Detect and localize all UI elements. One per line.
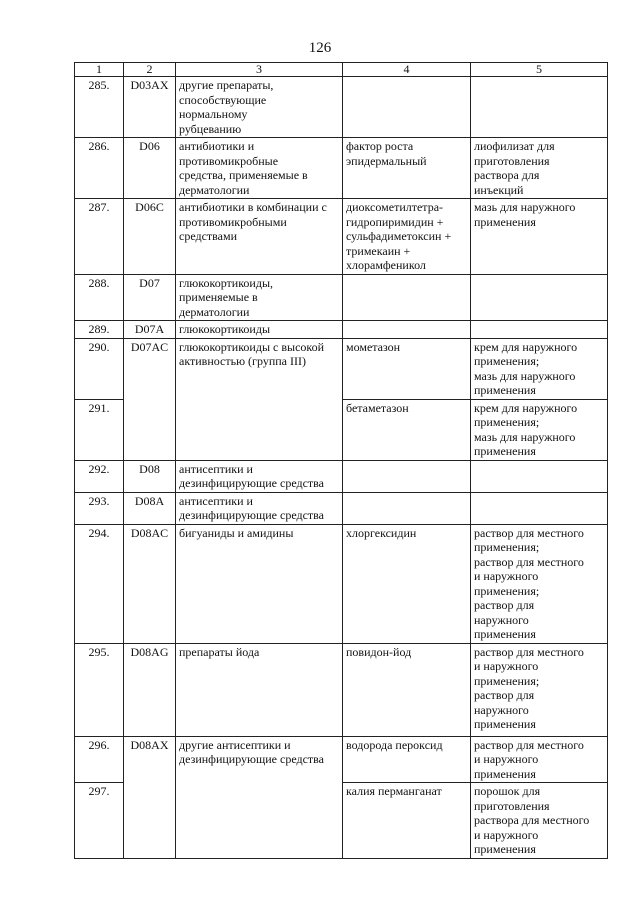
- dosage-form-line: применения;: [474, 415, 540, 429]
- atc-group: [176, 736, 343, 858]
- header-row: [75, 63, 608, 77]
- dosage-form-line: инъекций: [474, 182, 524, 197]
- header-col-4: 4: [343, 63, 471, 77]
- drug-name-line: повидон-йод: [346, 644, 412, 659]
- row-number: 292.: [75, 460, 124, 492]
- dosage-form-line: раствор для местного: [474, 554, 584, 569]
- row-number: 290.: [75, 338, 124, 399]
- drug-name: [343, 399, 471, 460]
- atc-group: [176, 321, 343, 339]
- dosage-form-line: и наружного: [474, 569, 539, 583]
- dosage-form: [471, 524, 608, 643]
- atc-group-line: антисептики и: [179, 493, 253, 508]
- drug-name: [343, 492, 471, 524]
- row-number: 296.: [75, 736, 124, 783]
- drug-name-line: сульфадиметоксин +: [346, 229, 452, 243]
- atc-code: D03AX: [124, 77, 176, 138]
- dosage-form-line: приготовления: [474, 798, 550, 813]
- atc-group-line: антибиотики в комбинации с: [179, 200, 327, 214]
- dosage-form: [471, 399, 608, 460]
- page-number: 126: [308, 40, 332, 56]
- drug-name-line: фактор роста: [346, 139, 414, 153]
- dosage-form: [471, 783, 608, 859]
- drug-name-line: мометазон: [346, 339, 401, 354]
- table-row: [75, 460, 608, 492]
- table-row: [75, 321, 608, 339]
- dosage-form-line: применения: [474, 627, 536, 641]
- dosage-form-line: применения;: [474, 583, 540, 598]
- atc-group-line: антибиотики и: [179, 139, 255, 153]
- drug-name: [343, 783, 471, 859]
- dosage-form: [471, 460, 608, 492]
- dosage-form-line: крем для наружного: [474, 339, 578, 354]
- atc-code: D07A: [124, 321, 176, 339]
- dosage-form-line: раствора для: [474, 168, 540, 182]
- drug-name: [343, 321, 471, 339]
- dosage-form-line: лиофилизат для: [474, 139, 555, 153]
- dosage-form: [471, 643, 608, 736]
- atc-group: [176, 338, 343, 460]
- dosage-form-line: и наружного: [474, 752, 539, 766]
- atc-group-line: антисептики и: [179, 461, 253, 476]
- dosage-form: [471, 321, 608, 339]
- dosage-form-line: порошок для: [474, 784, 541, 798]
- dosage-form-line: крем для наружного: [474, 400, 578, 415]
- row-number: 297.: [75, 783, 124, 859]
- atc-group-line: способствующие: [179, 92, 267, 107]
- table-row: [75, 524, 608, 643]
- atc-group-line: нормальному: [179, 107, 248, 121]
- atc-code: D06C: [124, 199, 176, 275]
- drug-name-line: водорода пероксид: [346, 737, 443, 752]
- table-row: [75, 274, 608, 321]
- dosage-form: [471, 199, 608, 275]
- atc-group-line: средства, применяемые в: [179, 168, 308, 182]
- drug-name: [343, 199, 471, 275]
- dosage-form-line: применения: [474, 766, 536, 781]
- atc-code: D08A: [124, 492, 176, 524]
- atc-group-line: бигуаниды и амидины: [179, 525, 294, 540]
- atc-group-line: применяемые в: [179, 290, 258, 304]
- atc-code: D07: [124, 274, 176, 321]
- atc-group-line: глюкокортикоиды с высокой: [179, 339, 325, 354]
- dosage-form: [471, 138, 608, 199]
- dosage-form-line: раствора для местного: [474, 813, 590, 827]
- dosage-form-line: и наружного: [474, 659, 539, 673]
- atc-group-line: другие препараты,: [179, 78, 274, 92]
- drug-name-line: гидропиримидин +: [346, 214, 444, 229]
- row-number: 285.: [75, 77, 124, 138]
- drug-name: [343, 138, 471, 199]
- row-number: 288.: [75, 274, 124, 321]
- row-number: 286.: [75, 138, 124, 199]
- table-row: [75, 199, 608, 275]
- row-number: 293.: [75, 492, 124, 524]
- atc-group: [176, 460, 343, 492]
- dosage-form-line: и наружного: [474, 827, 539, 842]
- table-row: [75, 77, 608, 138]
- atc-group-line: глюкокортикоиды,: [179, 275, 274, 290]
- dosage-form: [471, 736, 608, 783]
- drug-name-line: тримекаин +: [346, 243, 411, 258]
- atc-group-line: дерматологии: [179, 304, 250, 319]
- dosage-form-line: мазь для наружного: [474, 429, 576, 444]
- dosage-form: [471, 492, 608, 524]
- table-row: [75, 492, 608, 524]
- drug-name: [343, 274, 471, 321]
- dosage-form-line: применения;: [474, 673, 540, 688]
- dosage-form-line: раствор для: [474, 688, 535, 702]
- dosage-form-line: применения;: [474, 540, 540, 554]
- header-col-3: 3: [176, 63, 343, 77]
- dosage-form-line: применения: [474, 444, 536, 458]
- drug-name: [343, 77, 471, 138]
- drug-name-line: хлоргексидин: [346, 525, 417, 540]
- dosage-form-line: применения: [474, 383, 536, 397]
- atc-group: [176, 524, 343, 643]
- drug-name: [343, 338, 471, 399]
- dosage-form-line: применения: [474, 842, 536, 856]
- atc-group-line: дезинфицирующие средства: [179, 508, 325, 522]
- atc-group: [176, 77, 343, 138]
- row-number: 294.: [75, 524, 124, 643]
- table-row: [75, 736, 608, 783]
- drug-name: [343, 643, 471, 736]
- atc-group: [176, 492, 343, 524]
- dosage-form: [471, 338, 608, 399]
- atc-group: [176, 199, 343, 275]
- drug-name: [343, 460, 471, 492]
- drug-name-line: хлорамфеникол: [346, 258, 426, 272]
- atc-code: D08AC: [124, 524, 176, 643]
- drug-name-line: эпидермальный: [346, 153, 427, 168]
- dosage-form-line: применения: [474, 214, 536, 229]
- dosage-form-line: мазь для наружного: [474, 200, 576, 214]
- atc-group-line: противомикробные: [179, 153, 279, 168]
- atc-group-line: дерматологии: [179, 182, 250, 197]
- dosage-form-line: применения;: [474, 354, 540, 368]
- dosage-form: [471, 274, 608, 321]
- header-col-1: 1: [75, 63, 124, 77]
- header-col-2: 2: [124, 63, 176, 77]
- dosage-form-line: раствор для местного: [474, 525, 584, 540]
- dosage-form-line: раствор для местного: [474, 644, 584, 659]
- drug-table: [74, 62, 608, 859]
- atc-code: D08: [124, 460, 176, 492]
- dosage-form-line: наружного: [474, 612, 529, 627]
- dosage-form-line: раствор для местного: [474, 737, 584, 752]
- dosage-form: [471, 77, 608, 138]
- atc-group-line: препараты йода: [179, 644, 260, 659]
- atc-group-line: рубцеванию: [179, 121, 242, 136]
- atc-code: D07AC: [124, 338, 176, 460]
- atc-group-line: активностью (группа III): [179, 354, 306, 368]
- atc-group-line: глюкокортикоиды: [179, 322, 271, 336]
- dosage-form-line: наружного: [474, 702, 529, 717]
- atc-group-line: дезинфицирующие средства: [179, 476, 325, 490]
- atc-code: D08AG: [124, 643, 176, 736]
- drug-name-line: калия перманганат: [346, 784, 442, 798]
- drug-name: [343, 736, 471, 783]
- dosage-form-line: раствор для: [474, 598, 535, 612]
- atc-group: [176, 274, 343, 321]
- drug-name: [343, 524, 471, 643]
- dosage-form-line: применения: [474, 717, 536, 731]
- row-number: 289.: [75, 321, 124, 339]
- atc-group: [176, 643, 343, 736]
- atc-group-line: средствами: [179, 229, 238, 243]
- dosage-form-line: мазь для наружного: [474, 368, 576, 383]
- header-col-5: 5: [471, 63, 608, 77]
- atc-group-line: дезинфицирующие средства: [179, 752, 325, 766]
- atc-code: D06: [124, 138, 176, 199]
- table-row: [75, 338, 608, 399]
- row-number: 287.: [75, 199, 124, 275]
- atc-group: [176, 138, 343, 199]
- dosage-form-line: приготовления: [474, 153, 550, 168]
- drug-name-line: диоксометилтетра-: [346, 200, 444, 214]
- atc-group-line: противомикробными: [179, 214, 287, 229]
- drug-name-line: бетаметазон: [346, 400, 409, 415]
- table-row: [75, 138, 608, 199]
- atc-code: D08AX: [124, 736, 176, 858]
- table-row: [75, 643, 608, 736]
- table-body: [75, 77, 608, 859]
- row-number: 295.: [75, 643, 124, 736]
- row-number: 291.: [75, 399, 124, 460]
- atc-group-line: другие антисептики и: [179, 737, 291, 752]
